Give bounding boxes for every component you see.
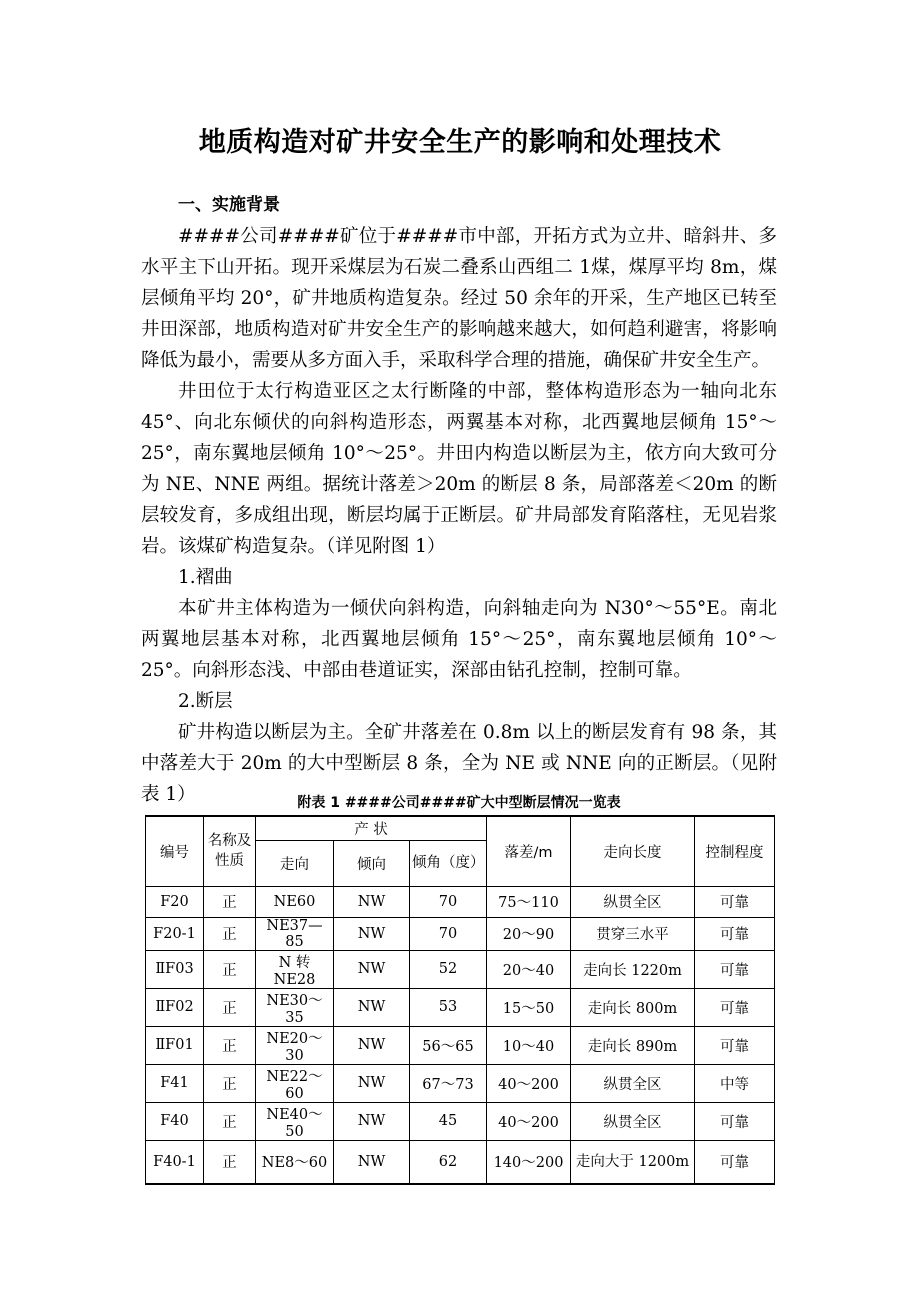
table-row bbox=[146, 988, 775, 1026]
cell-name: 正 bbox=[204, 988, 256, 1026]
cell-dip-direction: NW bbox=[334, 886, 410, 917]
cell-name: 正 bbox=[204, 1026, 256, 1064]
cell-dip-angle: 52 bbox=[410, 950, 487, 988]
cell-length: 走向大于 1200m bbox=[571, 1140, 695, 1184]
section-heading: 一、实施背景 bbox=[178, 195, 280, 215]
cell-dip-direction: NW bbox=[334, 950, 410, 988]
cell-dip-angle: 70 bbox=[410, 917, 487, 950]
cell-dip-angle: 56～65 bbox=[410, 1026, 487, 1064]
cell-no: F20 bbox=[146, 886, 204, 917]
cell-dip-direction: NW bbox=[334, 988, 410, 1026]
table-row bbox=[146, 886, 775, 917]
table-row bbox=[146, 950, 775, 988]
header-length: 走向长度 bbox=[571, 816, 695, 886]
cell-strike: NE20～30 bbox=[256, 1026, 334, 1064]
cell-dip-direction: NW bbox=[334, 1064, 410, 1102]
cell-throw: 20～90 bbox=[487, 917, 571, 950]
table-row bbox=[146, 1064, 775, 1102]
cell-strike: NE22～60 bbox=[256, 1064, 334, 1102]
cell-strike: NE37—85 bbox=[256, 917, 334, 950]
cell-length: 走向长 890m bbox=[571, 1026, 695, 1064]
cell-throw: 75～110 bbox=[487, 886, 571, 917]
cell-dip-angle: 53 bbox=[410, 988, 487, 1026]
cell-no: F40-1 bbox=[146, 1140, 204, 1184]
header-dip-direction: 倾向 bbox=[334, 840, 410, 886]
cell-length: 纵贯全区 bbox=[571, 1102, 695, 1140]
cell-no: ⅡF02 bbox=[146, 988, 204, 1026]
cell-strike: NE30～35 bbox=[256, 988, 334, 1026]
header-throw: 落差/m bbox=[487, 816, 571, 886]
cell-control: 可靠 bbox=[695, 1102, 775, 1140]
cell-dip-direction: NW bbox=[334, 1140, 410, 1184]
cell-no: F41 bbox=[146, 1064, 204, 1102]
cell-length: 走向长 800m bbox=[571, 988, 695, 1026]
cell-no: ⅡF03 bbox=[146, 950, 204, 988]
cell-length: 走向长 1220m bbox=[571, 950, 695, 988]
fault-table bbox=[145, 815, 775, 1185]
paragraph-fault: 矿井构造以断层为主。全矿井落差在 0.8m 以上的断层发育有 98 条，其中落差大于 20m 的大中型断层 8 条，全为 NE 或 NNE 向的正断层。（见附表 1） bbox=[141, 722, 777, 805]
cell-control: 中等 bbox=[695, 1064, 775, 1102]
table-caption: 附表 1 ####公司####矿大中型断层情况一览表 bbox=[297, 795, 621, 811]
subheading-fold: 1.褶曲 bbox=[178, 567, 233, 588]
cell-no: F20-1 bbox=[146, 917, 204, 950]
cell-length: 贯穿三水平 bbox=[571, 917, 695, 950]
cell-control: 可靠 bbox=[695, 1140, 775, 1184]
cell-control: 可靠 bbox=[695, 917, 775, 950]
document-body bbox=[141, 190, 777, 810]
cell-strike: NE40～50 bbox=[256, 1102, 334, 1140]
cell-name: 正 bbox=[204, 1140, 256, 1184]
paragraph-fold: 本矿井主体构造为一倾伏向斜构造，向斜轴走向为 N30°～55°E。南北两翼地层基本对称，北西翼地层倾角 15°～25°，南东翼地层倾角 10°～25°。向斜形态浅、中部由巷道证实，深部由钻孔控制，控制可靠。 bbox=[141, 598, 777, 681]
cell-dip-angle: 70 bbox=[410, 886, 487, 917]
cell-throw: 15～50 bbox=[487, 988, 571, 1026]
cell-dip-direction: NW bbox=[334, 1102, 410, 1140]
cell-length: 纵贯全区 bbox=[571, 886, 695, 917]
cell-dip-direction: NW bbox=[334, 1026, 410, 1064]
table-row bbox=[146, 1140, 775, 1184]
paragraph-structure: 井田位于太行构造亚区之太行断隆的中部，整体构造形态为一轴向北东 45°、向北东倾伏的向斜构造形态，两翼基本对称，北西翼地层倾角 15°～25°，南东翼地层倾角 10°～25°。井田内构造以断层为主，依方向大致可分为 NE、NNE 两组。据统计落差＞20m 的断层 8 条，局部落差＜20m 的断层较发育，多成组出现，断层均属于正断层。矿井局部发育陷落柱，无见岩浆岩。该煤矿构造复杂。（详见附图 1） bbox=[141, 381, 777, 557]
cell-throw: 40～200 bbox=[487, 1102, 571, 1140]
cell-throw: 20～40 bbox=[487, 950, 571, 988]
cell-dip-direction: NW bbox=[334, 917, 410, 950]
header-name: 名称及性质 bbox=[204, 816, 256, 886]
cell-length: 纵贯全区 bbox=[571, 1064, 695, 1102]
cell-name: 正 bbox=[204, 886, 256, 917]
cell-control: 可靠 bbox=[695, 988, 775, 1026]
cell-control: 可靠 bbox=[695, 886, 775, 917]
cell-strike: NE60 bbox=[256, 886, 334, 917]
cell-dip-angle: 45 bbox=[410, 1102, 487, 1140]
table-row bbox=[146, 917, 775, 950]
cell-strike: N 转 NE28 bbox=[256, 950, 334, 988]
cell-dip-angle: 62 bbox=[410, 1140, 487, 1184]
cell-no: ⅡF01 bbox=[146, 1026, 204, 1064]
table-row bbox=[146, 1102, 775, 1140]
header-strike: 走向 bbox=[256, 840, 334, 886]
subheading-fault: 2.断层 bbox=[178, 691, 233, 712]
cell-name: 正 bbox=[204, 950, 256, 988]
cell-strike: NE8～60 bbox=[256, 1140, 334, 1184]
cell-throw: 10～40 bbox=[487, 1026, 571, 1064]
cell-throw: 140～200 bbox=[487, 1140, 571, 1184]
cell-throw: 40～200 bbox=[487, 1064, 571, 1102]
cell-name: 正 bbox=[204, 1064, 256, 1102]
header-no: 编号 bbox=[146, 816, 204, 886]
header-dip-angle: 倾角（度） bbox=[410, 840, 487, 886]
cell-no: F40 bbox=[146, 1102, 204, 1140]
cell-control: 可靠 bbox=[695, 950, 775, 988]
header-attitude: 产 状 bbox=[256, 816, 487, 840]
cell-name: 正 bbox=[204, 917, 256, 950]
cell-control: 可靠 bbox=[695, 1026, 775, 1064]
cell-name: 正 bbox=[204, 1102, 256, 1140]
table-row bbox=[146, 1026, 775, 1064]
document-title: 地质构造对矿井安全生产的影响和处理技术 bbox=[198, 127, 722, 158]
paragraph-location: ####公司####矿位于####市中部，开拓方式为立井、暗斜井、多水平主下山开拓。现开采煤层为石炭二叠系山西组二 1煤，煤厚平均 8m，煤层倾角平均 20°，矿井地质构造复杂。经过 50 余年的开采，生产地区已转至井田深部，地质构造对矿井安全生产的影响越来越大，如何趋利避害，将影响降低为最小，需要从多方面入手，采取科学合理的措施，确保矿井安全生产。 bbox=[141, 226, 777, 371]
header-control: 控制程度 bbox=[695, 816, 775, 886]
cell-dip-angle: 67～73 bbox=[410, 1064, 487, 1102]
